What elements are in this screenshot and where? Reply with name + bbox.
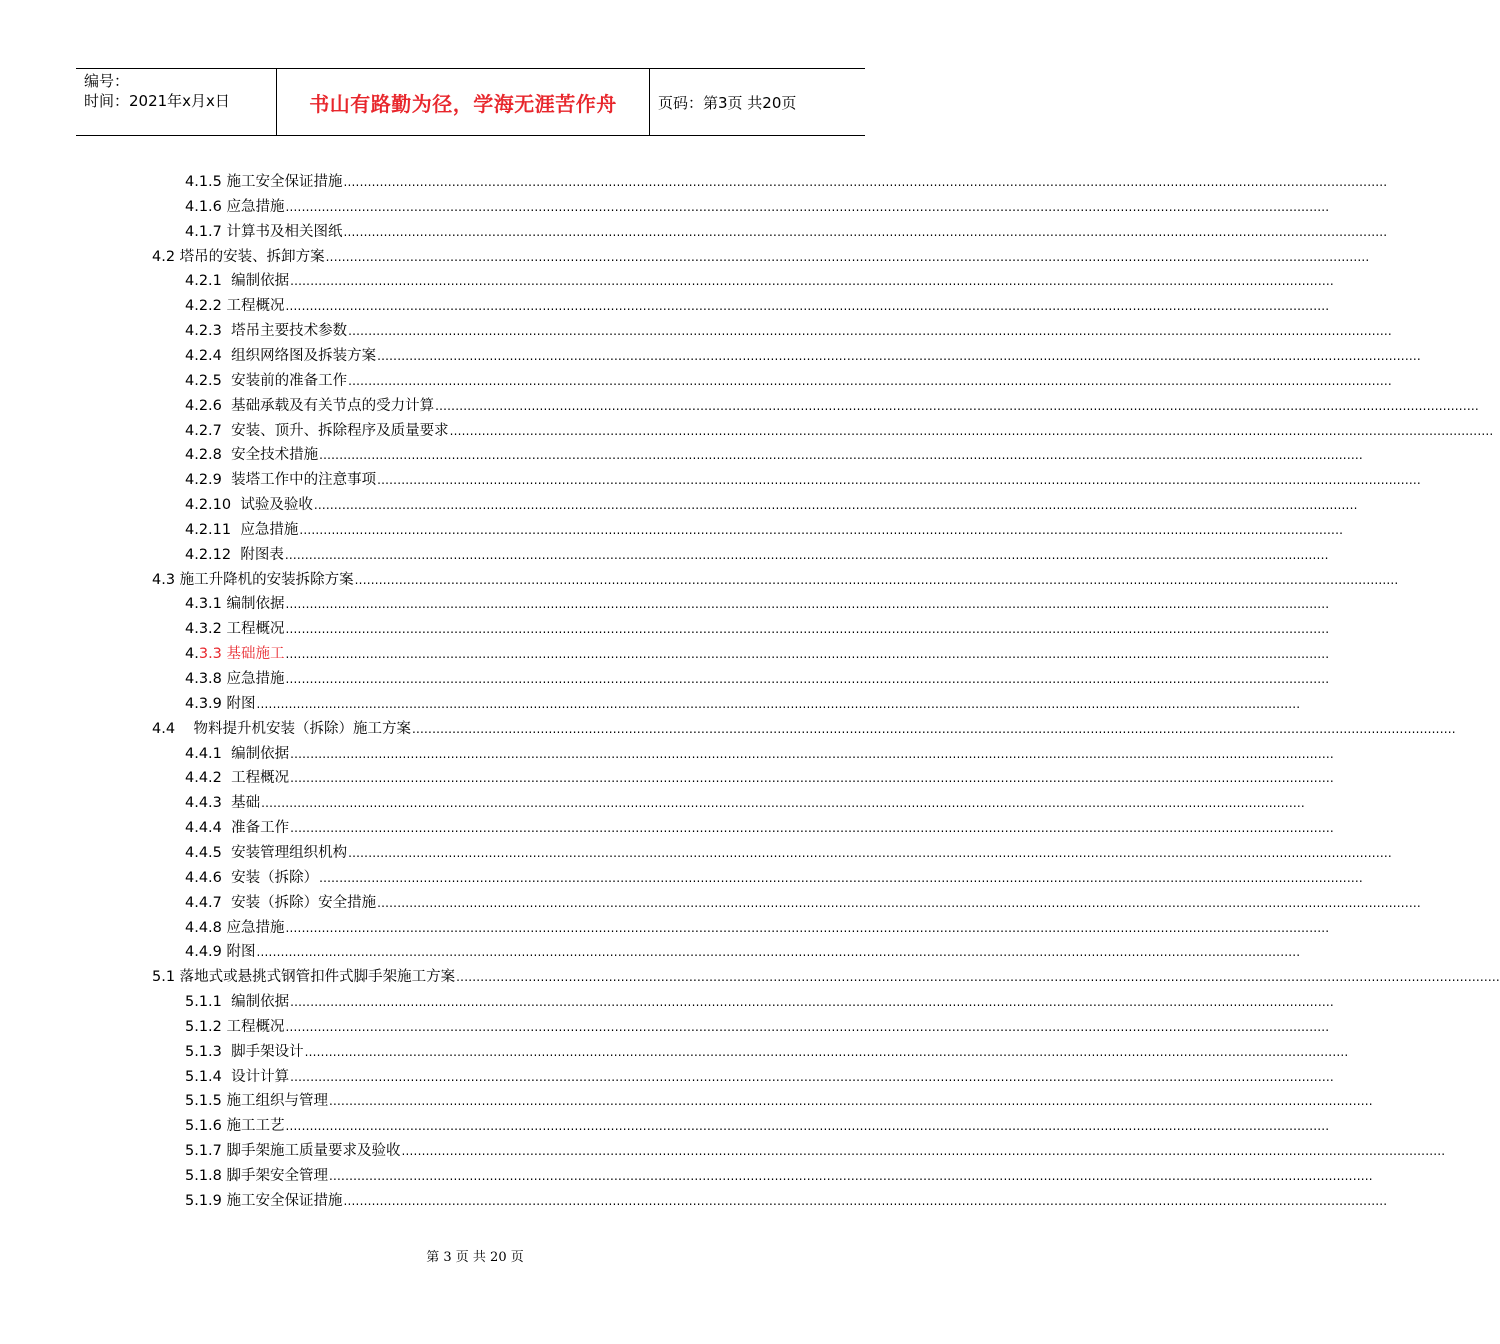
toc-entry-label: 4.2.1 编制依据 bbox=[185, 273, 290, 290]
header-table bbox=[76, 68, 865, 136]
toc-dot-leader: .................................................................................................................................................................................................................................................................... bbox=[354, 572, 1399, 587]
toc-entry[interactable] bbox=[185, 319, 1392, 343]
toc-entry[interactable] bbox=[185, 1114, 1330, 1138]
toc-entry-text bbox=[185, 543, 284, 567]
toc-dot-leader: .................................................................................................................................................................................................................................................................... bbox=[290, 995, 1334, 1010]
toc-entry[interactable] bbox=[185, 1189, 1388, 1213]
toc-entry[interactable] bbox=[185, 1164, 1373, 1188]
toc-entry-label: 4.4.1 编制依据 bbox=[185, 745, 290, 762]
toc-entry[interactable] bbox=[185, 592, 1330, 616]
toc-entry-text bbox=[185, 468, 376, 492]
toc-entry-label: 4.4.3 基础 bbox=[185, 795, 261, 812]
toc-dot-leader: .................................................................................................................................................................................................................................................................... bbox=[304, 1044, 1349, 1059]
toc-dot-leader: .................................................................................................................................................................................................................................................................... bbox=[285, 1119, 1330, 1134]
toc-dot-leader: .................................................................................................................................................................................................................................................................... bbox=[284, 547, 1329, 562]
toc-entry-text bbox=[185, 592, 285, 616]
toc-entry[interactable] bbox=[185, 269, 1334, 293]
toc-entry-label: 4.2.3 塔吊主要技术参数 bbox=[185, 323, 348, 340]
toc-entry-label-highlight: 3.3 基础施工 bbox=[198, 646, 285, 663]
toc-entry-label: 5.1.5 施工组织与管理 bbox=[185, 1093, 329, 1110]
toc-dot-leader: .................................................................................................................................................................................................................................................................... bbox=[343, 1193, 1388, 1208]
toc-entry-label: 5.1.7 脚手架施工质量要求及验收 bbox=[185, 1143, 401, 1160]
toc-entry[interactable] bbox=[185, 344, 1421, 368]
toc-entry-label: 4.4.9 附图 bbox=[185, 944, 256, 961]
toc-entry-text bbox=[185, 443, 318, 467]
toc-entry[interactable] bbox=[152, 965, 1500, 989]
toc-dot-leader: .................................................................................................................................................................................................................................................................... bbox=[313, 498, 1358, 513]
toc-entry[interactable] bbox=[185, 443, 1363, 467]
toc-dot-leader: .................................................................................................................................................................................................................................................................... bbox=[348, 324, 1392, 339]
toc-entry[interactable] bbox=[185, 170, 1388, 194]
toc-entry[interactable] bbox=[185, 518, 1344, 542]
toc-dot-leader: .................................................................................................................................................................................................................................................................... bbox=[319, 870, 1363, 885]
toc-entry-label: 4.4.7 安装（拆除）安全措施 bbox=[185, 894, 377, 911]
toc-entry-text bbox=[185, 518, 298, 542]
toc-entry-label: 5.1.3 脚手架设计 bbox=[185, 1043, 304, 1060]
toc-entry-text bbox=[185, 667, 285, 691]
toc-entry-label: 4.4 物料提升机安装（拆除）施工方案 bbox=[152, 720, 411, 737]
toc-dot-leader: .................................................................................................................................................................................................................................................................... bbox=[319, 448, 1363, 463]
toc-entry[interactable] bbox=[185, 617, 1330, 641]
toc-entry[interactable] bbox=[185, 816, 1334, 840]
toc-entry-label: 4.3.2 工程概况 bbox=[185, 621, 285, 638]
toc-entry-text bbox=[185, 990, 289, 1014]
toc-entry-text bbox=[152, 245, 325, 269]
toc-dot-leader: .................................................................................................................................................................................................................................................................... bbox=[329, 1169, 1373, 1183]
toc-dot-leader: .................................................................................................................................................................................................................................................................... bbox=[285, 647, 1330, 662]
toc-entry-label: 4.2.6 基础承载及有关节点的受力计算 bbox=[185, 397, 435, 414]
toc-entry[interactable] bbox=[152, 245, 1370, 269]
toc-entry-text bbox=[185, 319, 347, 343]
number-label: 编号： bbox=[84, 72, 130, 90]
toc-entry-label: 4.3.8 应急措施 bbox=[185, 671, 285, 687]
toc-dot-leader: .................................................................................................................................................................................................................................................................... bbox=[285, 1019, 1330, 1034]
toc-entry-label: 5.1 落地式或悬挑式钢管扣件式脚手架施工方案 bbox=[152, 969, 456, 986]
toc-entry[interactable] bbox=[185, 369, 1392, 393]
toc-entry-text bbox=[185, 742, 289, 766]
toc-entry-text bbox=[185, 891, 376, 915]
toc-entry-label: 5.1.2 工程概况 bbox=[185, 1018, 285, 1035]
toc-entry-label: 4.4.6 安装（拆除） bbox=[185, 869, 319, 886]
toc-entry[interactable] bbox=[185, 866, 1363, 890]
toc-entry[interactable] bbox=[185, 841, 1392, 865]
header-info-cell bbox=[76, 69, 277, 135]
toc-entry[interactable] bbox=[185, 1015, 1330, 1039]
toc-entry-label: 5.1.1 编制依据 bbox=[185, 994, 290, 1011]
toc-entry-text bbox=[185, 1164, 328, 1188]
toc-entry[interactable] bbox=[185, 493, 1358, 517]
toc-dot-leader: .................................................................................................................................................................................................................................................................... bbox=[285, 920, 1330, 935]
toc-entry-label: 5.1.4 设计计算 bbox=[185, 1068, 290, 1085]
toc-entry-text bbox=[185, 866, 318, 890]
toc-entry[interactable] bbox=[185, 990, 1334, 1014]
toc-entry-text bbox=[185, 766, 289, 790]
toc-entry-label: 4.3 施工升降机的安装拆除方案 bbox=[152, 571, 354, 588]
toc-entry[interactable] bbox=[185, 766, 1334, 790]
toc-entry[interactable] bbox=[185, 1065, 1334, 1089]
toc-entry-label: 4.2.9 装塔工作中的注意事项 bbox=[185, 472, 377, 489]
toc-dot-leader: .................................................................................................................................................................................................................................................................... bbox=[329, 1094, 1373, 1109]
toc-entry-text bbox=[185, 816, 289, 840]
toc-dot-leader: .................................................................................................................................................................................................................................................................... bbox=[285, 597, 1330, 612]
toc-entry-label: 4.1.5 施工安全保证措施 bbox=[185, 174, 343, 190]
toc-entry[interactable] bbox=[185, 1139, 1446, 1163]
toc-dot-leader: .................................................................................................................................................................................................................................................................... bbox=[290, 274, 1334, 289]
toc-dot-leader: .................................................................................................................................................................................................................................................................... bbox=[290, 771, 1334, 786]
toc-entry-text bbox=[185, 1065, 289, 1089]
toc-entry-text bbox=[185, 493, 313, 517]
toc-entry[interactable] bbox=[185, 294, 1330, 318]
toc-entry-text bbox=[185, 841, 347, 865]
toc-entry-text bbox=[185, 369, 347, 393]
toc-dot-leader: .................................................................................................................................................................................................................................................................... bbox=[290, 821, 1334, 836]
toc-entry-label: 4.3.1 编制依据 bbox=[185, 596, 285, 613]
time-label: 时间：2021年x月x日 bbox=[84, 92, 230, 110]
toc-entry-label: 5.1.6 施工工艺 bbox=[185, 1118, 285, 1135]
toc-dot-leader: .................................................................................................................................................................................................................................................................... bbox=[377, 348, 1421, 363]
toc-entry-label: 4.2.7 安装、顶升、拆除程序及质量要求 bbox=[185, 422, 449, 439]
toc-dot-leader: .................................................................................................................................................................................................................................................................... bbox=[348, 845, 1392, 860]
toc-entry[interactable] bbox=[185, 642, 1330, 666]
toc-entry[interactable] bbox=[185, 916, 1330, 940]
toc-entry-label: 4.4.2 工程概况 bbox=[185, 770, 290, 787]
toc-dot-leader: .................................................................................................................................................................................................................................................................... bbox=[285, 299, 1330, 314]
page-footer bbox=[0, 1246, 950, 1265]
toc-entry-label: 4. bbox=[185, 646, 199, 663]
toc-entry-label: 4.2.5 安装前的准备工作 bbox=[185, 372, 348, 389]
toc-entry-label: 4.2.12 附图表 bbox=[185, 546, 284, 563]
toc-dot-leader: .................................................................................................................................................................................................................................................................... bbox=[256, 945, 1301, 960]
toc-entry[interactable] bbox=[185, 468, 1421, 492]
toc-entry[interactable] bbox=[185, 667, 1330, 691]
toc-entry[interactable] bbox=[185, 891, 1421, 915]
toc-entry-label: 4.2.2 工程概况 bbox=[185, 298, 285, 315]
toc-dot-leader: .................................................................................................................................................................................................................................................................... bbox=[290, 746, 1334, 761]
footer-page-number: 第 3 页 共 20 页 bbox=[426, 1250, 524, 1265]
toc-dot-leader: .................................................................................................................................................................................................................................................................... bbox=[290, 1069, 1334, 1084]
toc-entry[interactable] bbox=[152, 717, 1456, 741]
toc-entry[interactable] bbox=[185, 791, 1305, 815]
toc-entry[interactable] bbox=[185, 195, 1330, 219]
toc-entry-label: 4.2.4 组织网络图及拆装方案 bbox=[185, 347, 377, 364]
page-label: 页码：第3页 共20页 bbox=[658, 93, 797, 112]
toc-entry[interactable] bbox=[185, 742, 1334, 766]
toc-dot-leader: .................................................................................................................................................................................................................................................................... bbox=[435, 398, 1479, 413]
toc-entry-text bbox=[185, 940, 256, 964]
toc-entry-label: 4.4.8 应急措施 bbox=[185, 919, 285, 936]
toc-entry-text bbox=[185, 195, 285, 219]
toc-entry-label: 4.1.7 计算书及相关图纸 bbox=[185, 223, 343, 240]
toc-entry-text bbox=[185, 1114, 285, 1138]
toc-entry[interactable] bbox=[185, 1040, 1349, 1064]
toc-entry-text bbox=[185, 791, 260, 815]
toc-entry-text bbox=[185, 1040, 304, 1064]
toc-entry[interactable] bbox=[185, 394, 1479, 418]
toc-entry[interactable] bbox=[152, 568, 1399, 592]
motto-text: 书山有路勤为径，学海无涯苦作舟 bbox=[309, 91, 617, 116]
toc-entry-label: 4.2 塔吊的安装、拆卸方案 bbox=[152, 248, 325, 265]
toc-dot-leader: .................................................................................................................................................................................................................................................................... bbox=[285, 672, 1330, 686]
toc-dot-leader: .................................................................................................................................................................................................................................................................... bbox=[348, 373, 1392, 388]
motto-cell bbox=[277, 69, 650, 135]
toc-entry-label: 4.4.4 准备工作 bbox=[185, 820, 290, 837]
toc-dot-leader: .................................................................................................................................................................................................................................................................... bbox=[325, 249, 1370, 264]
toc-entry[interactable] bbox=[185, 692, 1301, 716]
toc-entry-label: 5.1.9 施工安全保证措施 bbox=[185, 1192, 343, 1209]
toc-entry-text bbox=[185, 1015, 285, 1039]
toc-dot-leader: .................................................................................................................................................................................................................................................................... bbox=[456, 970, 1500, 985]
toc-dot-leader: .................................................................................................................................................................................................................................................................... bbox=[261, 796, 1305, 811]
toc-entry-text bbox=[185, 1139, 401, 1163]
toc-entry-text bbox=[185, 1189, 343, 1213]
toc-dot-leader: .................................................................................................................................................................................................................................................................... bbox=[449, 423, 1494, 438]
toc-entry-text bbox=[185, 1089, 328, 1113]
page-number-cell bbox=[650, 69, 865, 135]
toc-entry-text bbox=[185, 394, 434, 418]
toc-entry-label: 4.2.8 安全技术措施 bbox=[185, 447, 319, 464]
toc-dot-leader: .................................................................................................................................................................................................................................................................... bbox=[377, 473, 1421, 488]
toc-entry[interactable] bbox=[185, 220, 1388, 244]
toc-entry-text bbox=[185, 220, 343, 244]
toc-entry-label: 5.1.8 脚手架安全管理 bbox=[185, 1168, 329, 1184]
toc-dot-leader: .................................................................................................................................................................................................................................................................... bbox=[299, 522, 1344, 537]
toc-dot-leader: .................................................................................................................................................................................................................................................................... bbox=[412, 721, 1456, 736]
toc-entry-text bbox=[152, 717, 411, 741]
toc-entry-text bbox=[185, 269, 289, 293]
toc-entry-text bbox=[185, 294, 285, 318]
toc-dot-leader: .................................................................................................................................................................................................................................................................... bbox=[285, 199, 1330, 214]
toc-entry[interactable] bbox=[185, 1089, 1373, 1113]
toc-dot-leader: .................................................................................................................................................................................................................................................................... bbox=[343, 175, 1388, 189]
toc-dot-leader: .................................................................................................................................................................................................................................................................... bbox=[285, 622, 1330, 637]
toc-entry-text bbox=[152, 568, 354, 592]
toc-entry-text bbox=[185, 419, 449, 443]
toc-entry-text bbox=[185, 692, 256, 716]
toc-entry-label: 4.3.9 附图 bbox=[185, 695, 256, 712]
toc-dot-leader: .................................................................................................................................................................................................................................................................... bbox=[256, 696, 1301, 711]
toc-entry[interactable] bbox=[185, 419, 1494, 443]
toc-entry-label: 4.2.11 应急措施 bbox=[185, 521, 299, 538]
toc-dot-leader: .................................................................................................................................................................................................................................................................... bbox=[343, 224, 1388, 239]
toc-dot-leader: .................................................................................................................................................................................................................................................................... bbox=[401, 1144, 1446, 1159]
toc-dot-leader: .................................................................................................................................................................................................................................................................... bbox=[377, 895, 1421, 910]
toc-entry-text bbox=[185, 344, 376, 368]
toc-entry-text bbox=[185, 617, 285, 641]
toc-entry-text bbox=[185, 170, 343, 194]
toc-entry-label: 4.4.5 安装管理组织机构 bbox=[185, 844, 348, 861]
toc-entry-text bbox=[185, 916, 285, 940]
toc-entry-text bbox=[185, 642, 285, 666]
toc-entry[interactable] bbox=[185, 543, 1329, 567]
toc-entry-label: 4.1.6 应急措施 bbox=[185, 198, 285, 215]
toc-entry-text bbox=[152, 965, 455, 989]
toc-entry-label: 4.2.10 试验及验收 bbox=[185, 497, 313, 514]
toc-entry[interactable] bbox=[185, 940, 1301, 964]
